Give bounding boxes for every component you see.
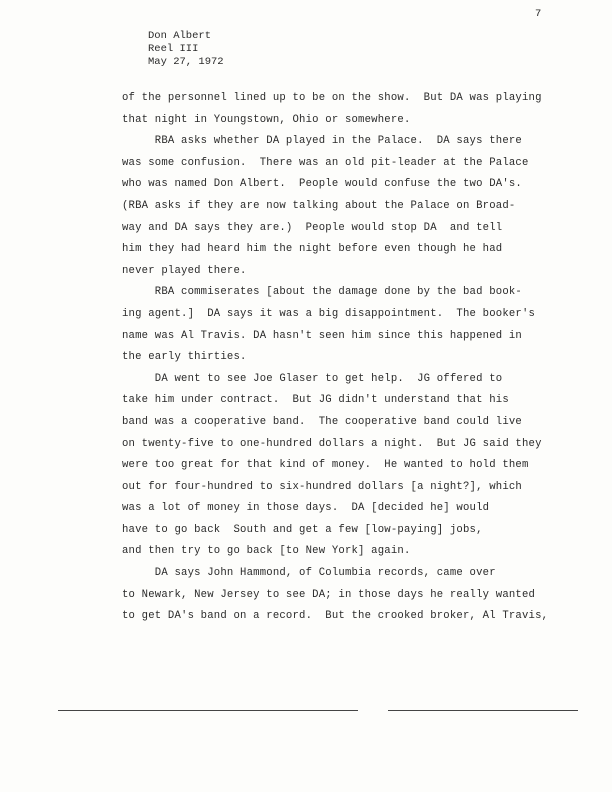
transcript-body — [122, 88, 592, 628]
transcript-header — [148, 30, 224, 69]
text-line: to Newark, New Jersey to see DA; in those days he really wanted — [122, 588, 536, 601]
text-line: him they had heard him the night before even though he had — [122, 243, 503, 256]
text-line: out for four-hundred to six-hundred dollars [a night?], which — [122, 480, 522, 493]
text-line: DA went to see Joe Glaser to get help. JG offered to — [122, 372, 503, 385]
reel-label: Reel III — [148, 43, 199, 55]
page-number: 7 — [535, 8, 542, 20]
text-line: that night in Youngstown, Ohio or somewhere. — [122, 113, 411, 126]
text-line: take him under contract. But JG didn't understand that his — [122, 394, 509, 407]
text-line: never played there. — [122, 264, 247, 277]
text-line: were too great for that kind of money. He wanted to hold them — [122, 459, 529, 472]
text-line: to get DA's band on a record. But the crooked broker, Al Travis, — [122, 610, 549, 623]
footer-rule-left — [58, 710, 358, 711]
text-line: RBA commiserates [about the damage done by the bad book- — [122, 286, 522, 299]
text-line: on twenty-five to one-hundred dollars a night. But JG said they — [122, 437, 542, 450]
text-line: RBA asks whether DA played in the Palace. DA says there — [122, 135, 522, 148]
text-line: the early thirties. — [122, 351, 247, 364]
text-line: ing agent.] DA says it was a big disappointment. The booker's — [122, 307, 536, 320]
text-line: who was named Don Albert. People would confuse the two DA's. — [122, 178, 522, 191]
text-line: way and DA says they are.) People would stop DA and tell — [122, 221, 503, 234]
text-line: was some confusion. There was an old pit-leader at the Palace — [122, 156, 529, 169]
text-line: have to go back South and get a few [low-paying] jobs, — [122, 523, 483, 536]
text-line: and then try to go back [to New York] again. — [122, 545, 411, 558]
text-line: of the personnel lined up to be on the show. But DA was playing — [122, 92, 542, 104]
text-line: name was Al Travis. DA hasn't seen him since this happened in — [122, 329, 522, 342]
text-line: (RBA asks if they are now talking about the Palace on Broad- — [122, 199, 516, 212]
interviewee-name: Don Albert — [148, 30, 212, 42]
text-line: was a lot of money in those days. DA [decided he] would — [122, 502, 490, 515]
text-line: DA says John Hammond, of Columbia records, came over — [122, 567, 496, 580]
text-line: band was a cooperative band. The cooperative band could live — [122, 415, 522, 428]
footer-rule-right — [388, 710, 578, 711]
interview-date: May 27, 1972 — [148, 56, 224, 68]
